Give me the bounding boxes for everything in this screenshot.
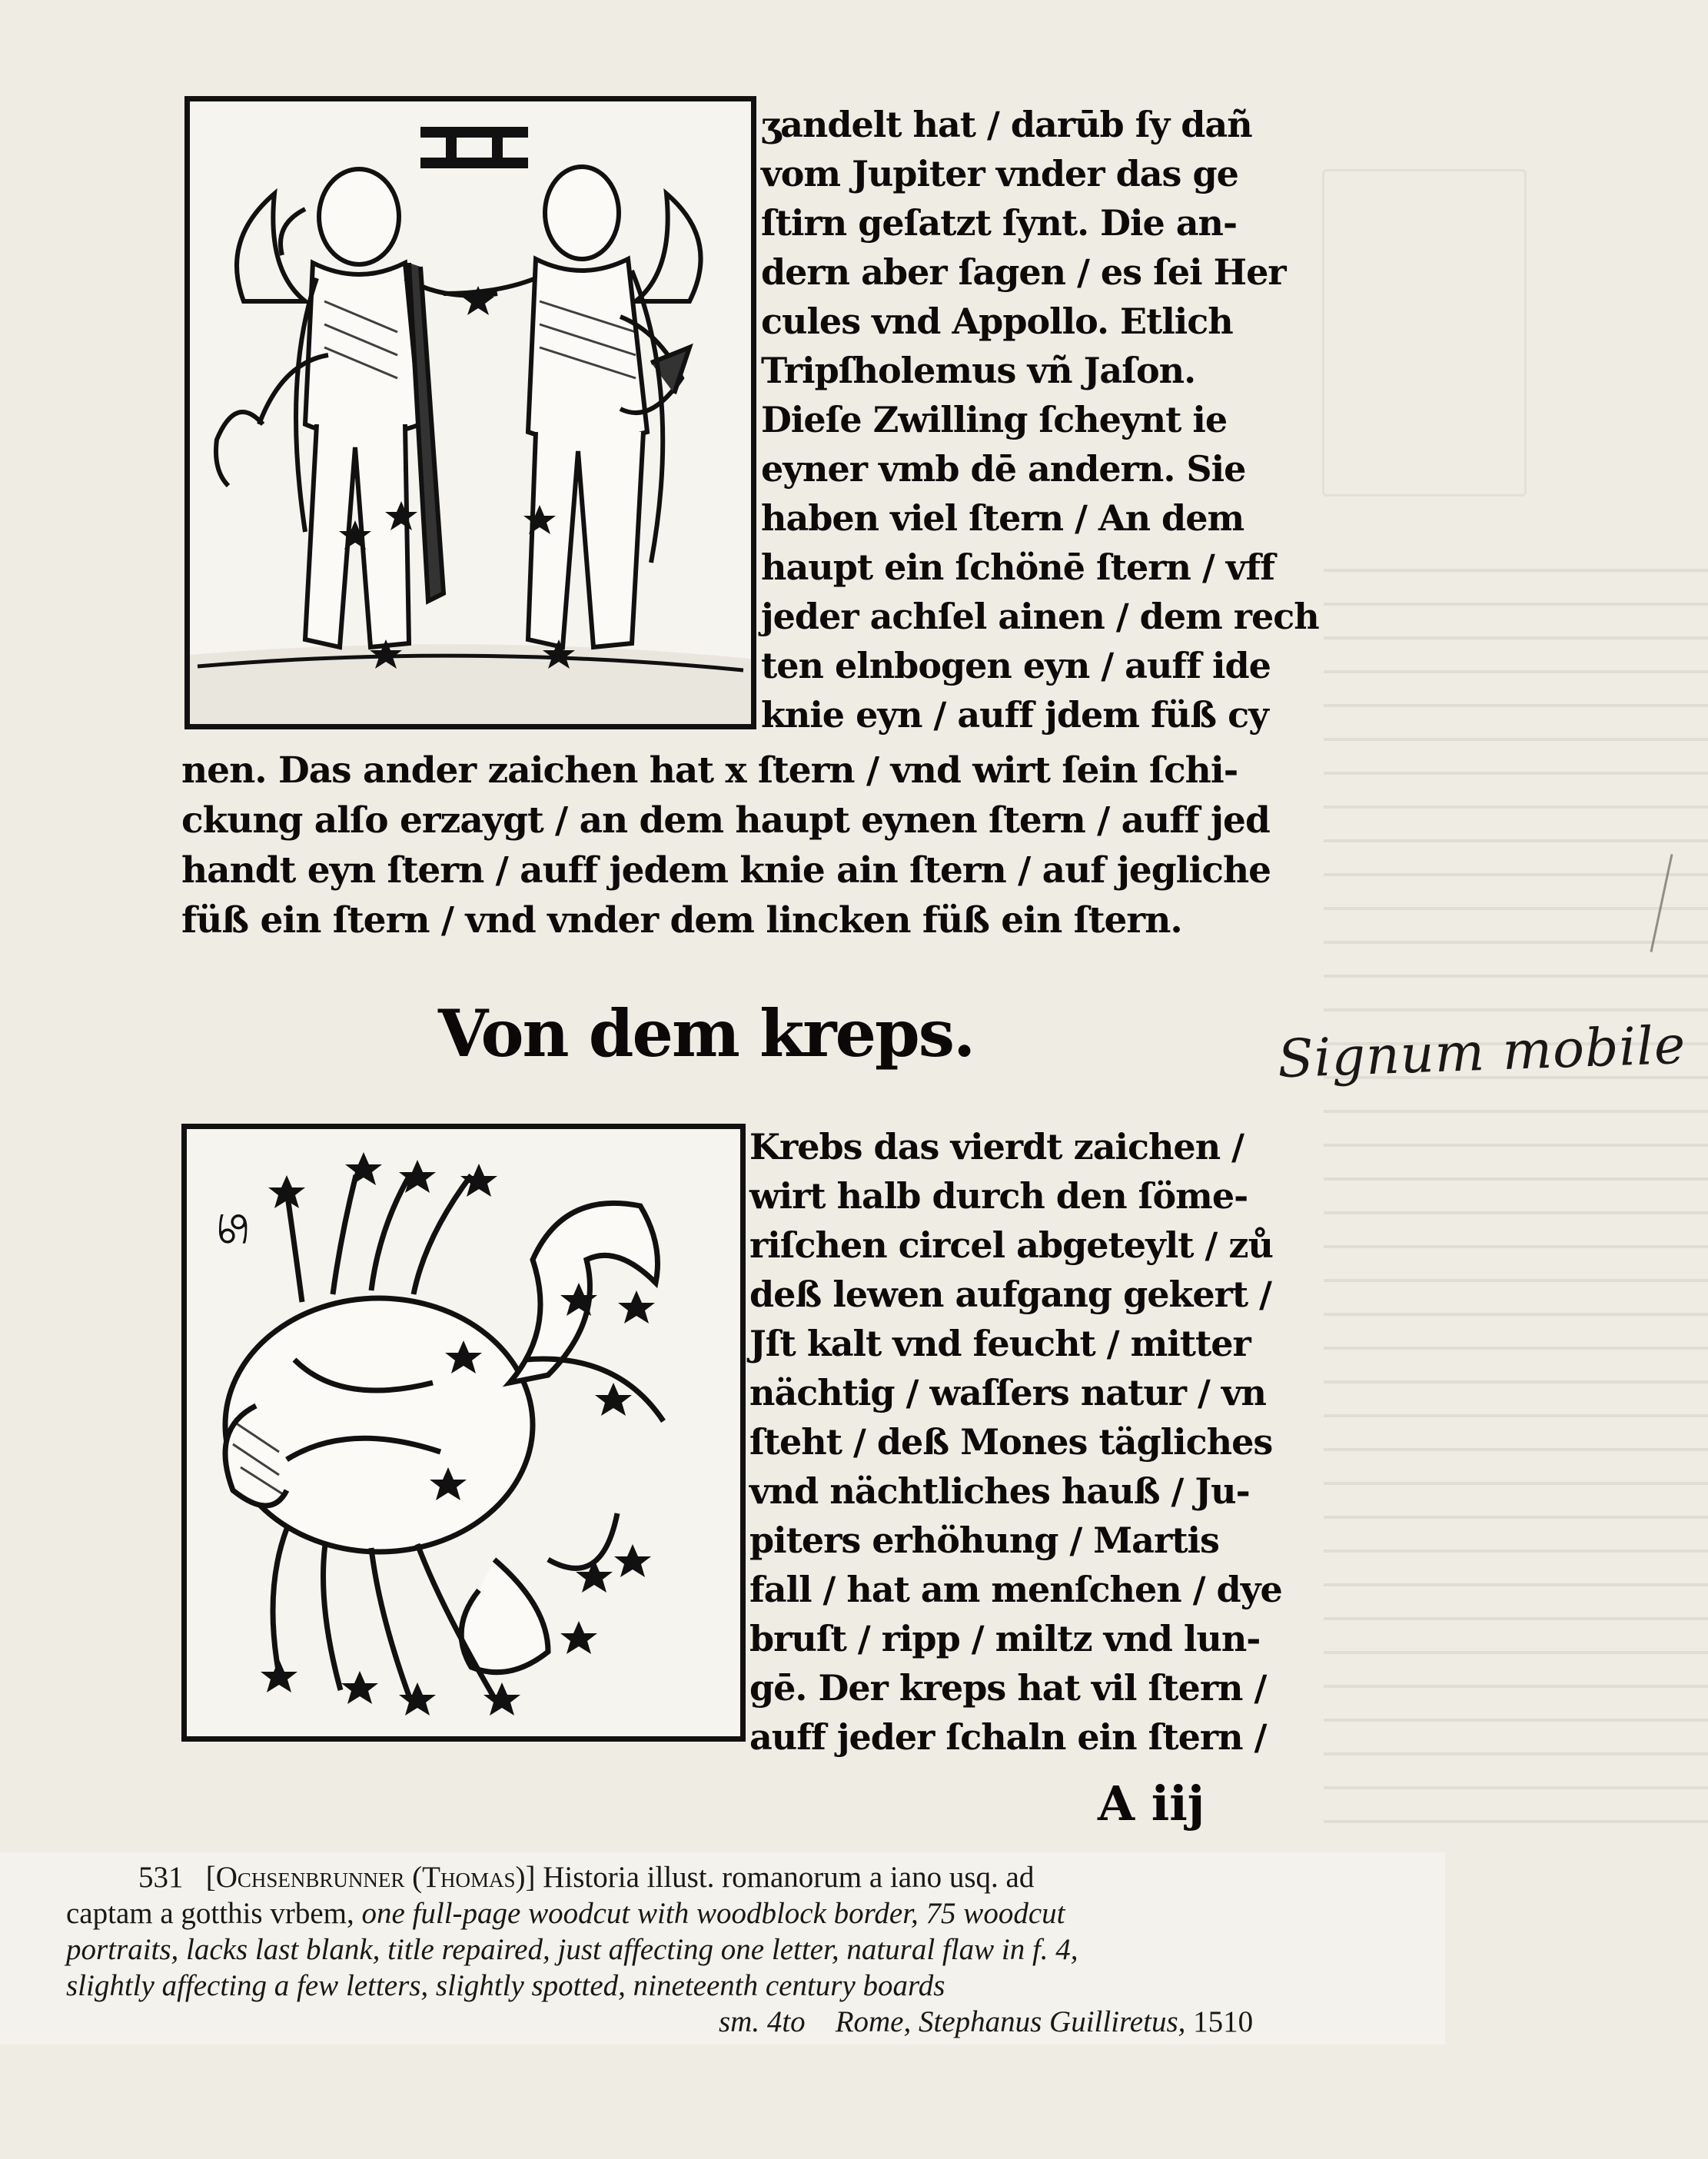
show-through-ghost-frame [1322, 169, 1527, 497]
gemini-twins-illustration [190, 101, 751, 724]
caption-format: sm. 4to [719, 2005, 806, 2038]
caption-desc-2: portraits, lacks last blank, title repaired, just affecting one letter, natural flaw in f. 4, [66, 1933, 1078, 1966]
caption-line-2 [66, 1896, 1065, 1931]
cancer-text-line: Jſt kalt vnd feucht / mitter [749, 1323, 1251, 1364]
gemini-text-full-line: füß ein ſtern / vnd vnder dem lincken füß ein ſtern. [181, 899, 1182, 942]
right-twin-figure [444, 167, 701, 647]
left-twin-figure [216, 169, 497, 647]
show-through-ghost [1324, 538, 1708, 1845]
gemini-text-line: vom Jupiter vnder das ge [761, 153, 1238, 194]
crab-body [225, 1175, 663, 1698]
caption-imprint-place: Rome, Stephanus Guilliretus, [835, 2005, 1186, 2038]
cancer-text-line: riſchen circel abgeteylt / zů [749, 1224, 1273, 1266]
gemini-text-line: dern aber ſagen / es ſei Her [761, 251, 1286, 293]
cancer-text-line: Krebs das vierdt zaichen / [749, 1126, 1244, 1168]
cancer-woodcut [181, 1124, 746, 1742]
gemini-text-line: haupt ein ſchönē ſtern / vff [761, 546, 1275, 588]
caption-title-1: Historia illust. romanorum a iano usq. ad [535, 1861, 1035, 1894]
gemini-text-line: haben viel ſtern / An dem [761, 497, 1244, 539]
gemini-text-line: knie eyn / auff jdem füß cy [761, 694, 1268, 736]
cancer-text-line: deß lewen aufgang gekert / [749, 1274, 1271, 1315]
caption-desc-3: slightly affecting a few letters, slightly spotted, nineteenth century boards [66, 1969, 945, 2002]
gemini-text-full-line: ckung alſo erzaygt / an dem haupt eynen ſtern / auff jed [181, 799, 1270, 842]
gemini-text-full-line: handt eyn ſtern / auff jedem knie ain ſtern / auf jegliche [181, 849, 1271, 892]
gemini-text-full-line: nen. Das ander zaichen hat x ſtern / vnd wirt ſein ſchi- [181, 749, 1238, 792]
caption-title-2: captam a gotthis vrbem, [66, 1897, 354, 1930]
catalogue-caption [0, 1852, 1445, 2044]
gemini-text-line: Tripſholemus vñ Jaſon. [761, 350, 1196, 391]
gemini-text-line: cules vnd Appollo. Etlich [761, 301, 1233, 342]
cancer-crab-illustration [187, 1129, 740, 1736]
signature-mark: A iij [1098, 1775, 1205, 1832]
handwritten-annotation: Signum mobile [1276, 1015, 1687, 1091]
gemini-text-line: ʒandelt hat / darūb ſy dañ [761, 104, 1252, 145]
gemini-text-line: ſtirn geſatzt ſynt. Die an- [761, 202, 1238, 244]
caption-imprint-year: 1510 [1185, 2005, 1254, 2038]
cancer-symbol-icon: ♋ [209, 1209, 259, 1248]
cancer-text-line: bruſt / ripp / miltz vnd lun- [749, 1618, 1261, 1659]
cancer-text-line: ſteht / deß Mones tägliches [749, 1421, 1273, 1463]
cancer-text-line: nächtig / waſſers natur / vn [749, 1372, 1266, 1413]
gemini-woodcut [184, 96, 756, 729]
caption-line-1 [138, 1860, 1034, 1895]
gemini-text-line: ten elnbogen eyn / auff ide [761, 645, 1271, 686]
caption-imprint-line [719, 2005, 1253, 2039]
section-heading-von-dem-kreps: Von dem kreps. [438, 995, 975, 1071]
lot-number: 531 [138, 1861, 184, 1894]
cancer-text-line: auff jeder ſchaln ein ſtern / [749, 1716, 1267, 1758]
gemini-symbol-icon [420, 132, 528, 163]
cancer-text-line: fall / hat am menſchen / dye [749, 1569, 1282, 1610]
caption-author: [Ochsenbrunner (Thomas)] [205, 1861, 536, 1894]
cancer-text-line: vnd nächtliches hauß / Ju- [749, 1470, 1250, 1512]
gemini-text-line: jeder achſel ainen / dem rech [761, 596, 1319, 637]
caption-desc-1: one full-page woodcut with woodblock border, 75 woodcut [354, 1897, 1065, 1930]
cancer-text-line: gē. Der kreps hat vil ſtern / [749, 1667, 1267, 1709]
gemini-text-line: Dieſe Zwilling ſcheynt ie [761, 399, 1228, 440]
gemini-text-line: eyner vmb dē andern. Sie [761, 448, 1246, 490]
cancer-text-line: wirt halb durch den ſöme- [749, 1175, 1248, 1217]
cancer-text-line: piters erhöhung / Martis [749, 1520, 1219, 1561]
